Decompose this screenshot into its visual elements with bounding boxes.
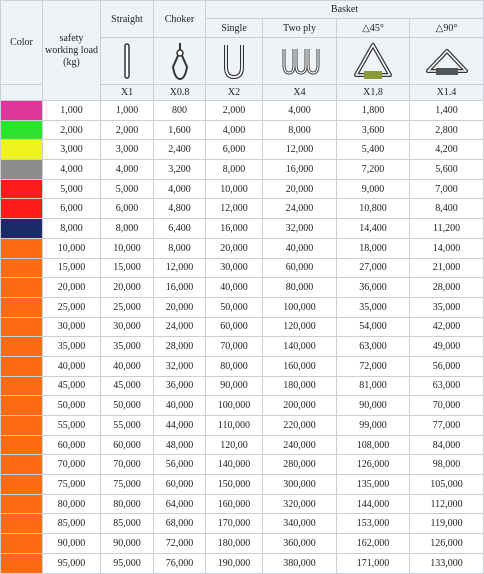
color-swatch — [1, 219, 43, 239]
cell-choker: 24,000 — [154, 317, 206, 337]
color-swatch — [1, 101, 43, 121]
cell-two-ply: 340,000 — [263, 514, 337, 534]
cell-a45: 14,400 — [337, 219, 410, 239]
cell-choker: 16,000 — [154, 278, 206, 298]
cell-straight: 20,000 — [101, 278, 154, 298]
cell-swl: 20,000 — [43, 278, 101, 298]
cell-single: 70,000 — [206, 337, 263, 357]
cell-a45: 27,000 — [337, 258, 410, 278]
cell-choker: 56,000 — [154, 455, 206, 475]
mult-straight: X1 — [101, 85, 154, 101]
cell-straight: 55,000 — [101, 416, 154, 436]
cell-swl: 45,000 — [43, 376, 101, 396]
table-row — [1, 337, 484, 357]
table-row — [1, 416, 484, 436]
cell-single: 20,000 — [206, 238, 263, 258]
color-swatch — [1, 278, 43, 298]
cell-a90: 21,000 — [410, 258, 484, 278]
cell-straight: 5,000 — [101, 179, 154, 199]
color-swatch — [1, 337, 43, 357]
table-row — [1, 101, 484, 121]
table-row — [1, 199, 484, 219]
cell-a90: 8,400 — [410, 199, 484, 219]
straight-header: Straight — [101, 1, 154, 38]
cell-a45: 99,000 — [337, 416, 410, 436]
table-row — [1, 494, 484, 514]
cell-a90: 126,000 — [410, 534, 484, 554]
cell-single: 140,000 — [206, 455, 263, 475]
cell-two-ply: 100,000 — [263, 297, 337, 317]
cell-swl: 2,000 — [43, 120, 101, 140]
cell-single: 160,000 — [206, 494, 263, 514]
cell-single: 4,000 — [206, 120, 263, 140]
cell-swl: 80,000 — [43, 494, 101, 514]
cell-two-ply: 380,000 — [263, 553, 337, 573]
table-row — [1, 238, 484, 258]
cell-straight: 30,000 — [101, 317, 154, 337]
cell-straight: 60,000 — [101, 435, 154, 455]
cell-a90: 119,000 — [410, 514, 484, 534]
single-header: Single — [206, 19, 263, 38]
mult-45: X1.8 — [337, 85, 410, 101]
cell-straight: 90,000 — [101, 534, 154, 554]
cell-a90: 77,000 — [410, 416, 484, 436]
table-body — [1, 101, 484, 574]
cell-choker: 4,000 — [154, 179, 206, 199]
color-swatch — [1, 179, 43, 199]
table-row — [1, 534, 484, 554]
cell-choker: 20,000 — [154, 297, 206, 317]
cell-swl: 60,000 — [43, 435, 101, 455]
cell-straight: 25,000 — [101, 297, 154, 317]
cell-a90: 70,000 — [410, 396, 484, 416]
table-row — [1, 219, 484, 239]
cell-straight: 6,000 — [101, 199, 154, 219]
cell-swl: 1,000 — [43, 101, 101, 121]
color-swatch — [1, 514, 43, 534]
cell-single: 180,000 — [206, 534, 263, 554]
cell-single: 12,000 — [206, 199, 263, 219]
table-row — [1, 514, 484, 534]
color-swatch — [1, 396, 43, 416]
cell-a90: 14,000 — [410, 238, 484, 258]
color-swatch — [1, 376, 43, 396]
cell-swl: 4,000 — [43, 160, 101, 180]
table-row — [1, 396, 484, 416]
cell-two-ply: 80,000 — [263, 278, 337, 298]
cell-a90: 49,000 — [410, 337, 484, 357]
cell-a45: 171,000 — [337, 553, 410, 573]
cell-two-ply: 240,000 — [263, 435, 337, 455]
cell-a45: 36,000 — [337, 278, 410, 298]
cell-a45: 72,000 — [337, 356, 410, 376]
cell-a90: 105,000 — [410, 475, 484, 495]
color-swatch — [1, 534, 43, 554]
cell-a90: 28,000 — [410, 278, 484, 298]
cell-single: 80,000 — [206, 356, 263, 376]
color-swatch — [1, 238, 43, 258]
cell-single: 90,000 — [206, 376, 263, 396]
cell-a90: 5,600 — [410, 160, 484, 180]
cell-a90: 112,000 — [410, 494, 484, 514]
table-row — [1, 553, 484, 573]
cell-a45: 3,600 — [337, 120, 410, 140]
two-ply-header: Two ply — [263, 19, 337, 38]
table-row — [1, 160, 484, 180]
cell-straight: 40,000 — [101, 356, 154, 376]
cell-a90: 35,000 — [410, 297, 484, 317]
cell-two-ply: 160,000 — [263, 356, 337, 376]
cell-a45: 135,000 — [337, 475, 410, 495]
cell-choker: 6,400 — [154, 219, 206, 239]
cell-single: 6,000 — [206, 140, 263, 160]
cell-single: 60,000 — [206, 317, 263, 337]
cell-choker: 48,000 — [154, 435, 206, 455]
angle-90-header: △90° — [410, 19, 484, 38]
cell-single: 8,000 — [206, 160, 263, 180]
cell-straight: 15,000 — [101, 258, 154, 278]
cell-swl: 10,000 — [43, 238, 101, 258]
table-row — [1, 179, 484, 199]
color-swatch — [1, 356, 43, 376]
table-row — [1, 297, 484, 317]
cell-a45: 108,000 — [337, 435, 410, 455]
color-swatch — [1, 140, 43, 160]
cell-straight: 50,000 — [101, 396, 154, 416]
cell-a45: 35,000 — [337, 297, 410, 317]
cell-two-ply: 12,000 — [263, 140, 337, 160]
cell-a45: 7,200 — [337, 160, 410, 180]
cell-swl: 40,000 — [43, 356, 101, 376]
basket-header: Basket — [206, 1, 484, 19]
color-swatch — [1, 199, 43, 219]
cell-swl: 3,000 — [43, 140, 101, 160]
cell-choker: 36,000 — [154, 376, 206, 396]
cell-swl: 90,000 — [43, 534, 101, 554]
cell-a45: 90,000 — [337, 396, 410, 416]
cell-a45: 18,000 — [337, 238, 410, 258]
cell-swl: 6,000 — [43, 199, 101, 219]
cell-single: 190,000 — [206, 553, 263, 573]
cell-two-ply: 32,000 — [263, 219, 337, 239]
cell-swl: 85,000 — [43, 514, 101, 534]
cell-two-ply: 280,000 — [263, 455, 337, 475]
cell-choker: 1,600 — [154, 120, 206, 140]
cell-a90: 1,400 — [410, 101, 484, 121]
table-row — [1, 455, 484, 475]
cell-choker: 64,000 — [154, 494, 206, 514]
cell-a90: 11,200 — [410, 219, 484, 239]
mult-two-ply: X4 — [263, 85, 337, 101]
cell-straight: 95,000 — [101, 553, 154, 573]
cell-choker: 28,000 — [154, 337, 206, 357]
straight-sling-icon — [101, 38, 154, 85]
cell-two-ply: 120,000 — [263, 317, 337, 337]
cell-a45: 81,000 — [337, 376, 410, 396]
color-swatch — [1, 553, 43, 573]
cell-a90: 42,000 — [410, 317, 484, 337]
cell-swl: 25,000 — [43, 297, 101, 317]
color-swatch — [1, 475, 43, 495]
cell-straight: 4,000 — [101, 160, 154, 180]
cell-swl: 15,000 — [43, 258, 101, 278]
cell-swl: 5,000 — [43, 179, 101, 199]
cell-straight: 35,000 — [101, 337, 154, 357]
color-swatch — [1, 160, 43, 180]
cell-swl: 30,000 — [43, 317, 101, 337]
basket-45-icon — [337, 38, 410, 85]
cell-choker: 44,000 — [154, 416, 206, 436]
choker-sling-icon — [154, 38, 206, 85]
cell-two-ply: 40,000 — [263, 238, 337, 258]
cell-two-ply: 320,000 — [263, 494, 337, 514]
cell-two-ply: 180,000 — [263, 376, 337, 396]
single-basket-icon — [206, 38, 263, 85]
cell-a90: 7,000 — [410, 179, 484, 199]
cell-single: 30,000 — [206, 258, 263, 278]
angle-45-header: △45° — [337, 19, 410, 38]
cell-a90: 84,000 — [410, 435, 484, 455]
color-swatch — [1, 435, 43, 455]
cell-two-ply: 16,000 — [263, 160, 337, 180]
mult-90: X1.4 — [410, 85, 484, 101]
cell-single: 170,000 — [206, 514, 263, 534]
cell-choker: 3,200 — [154, 160, 206, 180]
cell-a45: 144,000 — [337, 494, 410, 514]
cell-straight: 75,000 — [101, 475, 154, 495]
cell-straight: 80,000 — [101, 494, 154, 514]
cell-choker: 32,000 — [154, 356, 206, 376]
cell-a45: 162,000 — [337, 534, 410, 554]
table-row — [1, 356, 484, 376]
cell-choker: 8,000 — [154, 238, 206, 258]
cell-a90: 98,000 — [410, 455, 484, 475]
cell-a45: 126,000 — [337, 455, 410, 475]
cell-choker: 40,000 — [154, 396, 206, 416]
cell-two-ply: 300,000 — [263, 475, 337, 495]
cell-a45: 63,000 — [337, 337, 410, 357]
two-ply-basket-icon — [263, 38, 337, 85]
cell-choker: 12,000 — [154, 258, 206, 278]
cell-straight: 1,000 — [101, 101, 154, 121]
cell-two-ply: 220,000 — [263, 416, 337, 436]
table-row — [1, 120, 484, 140]
cell-single: 100,000 — [206, 396, 263, 416]
table-row — [1, 278, 484, 298]
cell-two-ply: 140,000 — [263, 337, 337, 357]
cell-single: 150,000 — [206, 475, 263, 495]
table-row — [1, 317, 484, 337]
cell-two-ply: 360,000 — [263, 534, 337, 554]
cell-choker: 2,400 — [154, 140, 206, 160]
color-header-blank — [1, 85, 43, 101]
cell-a45: 9,000 — [337, 179, 410, 199]
cell-swl: 95,000 — [43, 553, 101, 573]
cell-straight: 45,000 — [101, 376, 154, 396]
cell-a45: 1,800 — [337, 101, 410, 121]
cell-straight: 8,000 — [101, 219, 154, 239]
color-swatch — [1, 317, 43, 337]
cell-two-ply: 4,000 — [263, 101, 337, 121]
swl-header: safety working load (kg) — [43, 1, 101, 101]
color-swatch — [1, 494, 43, 514]
cell-a90: 56,000 — [410, 356, 484, 376]
color-swatch — [1, 416, 43, 436]
cell-two-ply: 200,000 — [263, 396, 337, 416]
cell-two-ply: 60,000 — [263, 258, 337, 278]
cell-straight: 70,000 — [101, 455, 154, 475]
cell-a45: 54,000 — [337, 317, 410, 337]
cell-a90: 2,800 — [410, 120, 484, 140]
cell-a90: 63,000 — [410, 376, 484, 396]
cell-choker: 60,000 — [154, 475, 206, 495]
cell-single: 10,000 — [206, 179, 263, 199]
color-swatch — [1, 120, 43, 140]
cell-single: 110,000 — [206, 416, 263, 436]
cell-choker: 76,000 — [154, 553, 206, 573]
cell-a90: 4,200 — [410, 140, 484, 160]
cell-single: 16,000 — [206, 219, 263, 239]
cell-a45: 10,800 — [337, 199, 410, 219]
mult-single: X2 — [206, 85, 263, 101]
cell-single: 40,000 — [206, 278, 263, 298]
cell-two-ply: 20,000 — [263, 179, 337, 199]
color-swatch — [1, 258, 43, 278]
cell-swl: 35,000 — [43, 337, 101, 357]
cell-swl: 70,000 — [43, 455, 101, 475]
cell-single: 2,000 — [206, 101, 263, 121]
cell-swl: 75,000 — [43, 475, 101, 495]
cell-choker: 4,800 — [154, 199, 206, 219]
cell-straight: 2,000 — [101, 120, 154, 140]
cell-choker: 800 — [154, 101, 206, 121]
cell-choker: 72,000 — [154, 534, 206, 554]
color-header: Color — [1, 1, 43, 85]
cell-straight: 3,000 — [101, 140, 154, 160]
table-row — [1, 475, 484, 495]
cell-a45: 5,400 — [337, 140, 410, 160]
table-row — [1, 376, 484, 396]
cell-straight: 85,000 — [101, 514, 154, 534]
color-swatch — [1, 455, 43, 475]
color-swatch — [1, 297, 43, 317]
cell-a45: 153,000 — [337, 514, 410, 534]
table-row — [1, 140, 484, 160]
cell-two-ply: 8,000 — [263, 120, 337, 140]
basket-90-icon — [410, 38, 484, 85]
cell-single: 50,000 — [206, 297, 263, 317]
table-row — [1, 435, 484, 455]
cell-two-ply: 24,000 — [263, 199, 337, 219]
choker-header: Choker — [154, 1, 206, 38]
cell-swl: 55,000 — [43, 416, 101, 436]
cell-single: 120,00 — [206, 435, 263, 455]
cell-a90: 133,000 — [410, 553, 484, 573]
mult-choker: X0.8 — [154, 85, 206, 101]
cell-straight: 10,000 — [101, 238, 154, 258]
cell-swl: 8,000 — [43, 219, 101, 239]
cell-choker: 68,000 — [154, 514, 206, 534]
cell-swl: 50,000 — [43, 396, 101, 416]
table-row — [1, 258, 484, 278]
